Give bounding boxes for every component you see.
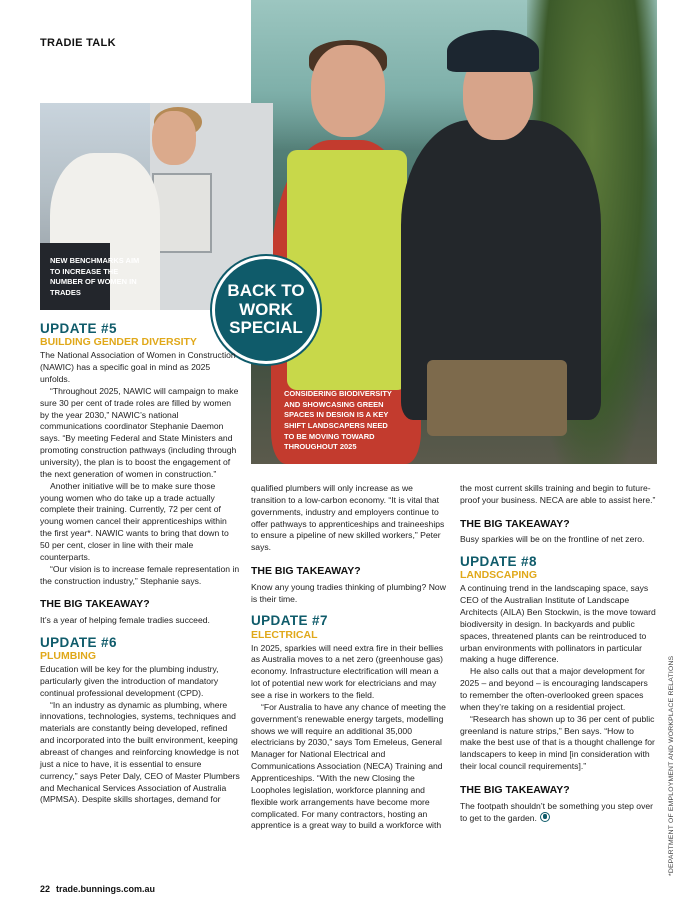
person-right-shorts	[427, 360, 567, 436]
update-5-paragraph: Another initiative will be to make sure those young women who do take up a trade actually complete their training. Currently, 72 per cent of young women cancel their apprenticeships within the first year*. NAWIC wants to bring that down to 50 per cent, closer in line with their male counterparts.	[40, 480, 229, 562]
update-6-takeaway-title: THE BIG TAKEAWAY?	[251, 565, 361, 578]
update-8-title: UPDATE #8	[460, 554, 537, 570]
update-7-takeaway: Busy sparkies will be on the frontline of net zero.	[460, 534, 645, 545]
update-5-takeaway-title: THE BIG TAKEAWAY?	[40, 598, 150, 611]
electrical-unit	[152, 173, 212, 253]
update-5-paragraph: The National Association of Women in Construction (NAWIC) has a specific goal in mind as 2025 unfolds.	[40, 350, 236, 384]
column-1	[40, 322, 240, 806]
hi-vis-vest	[287, 150, 407, 390]
person-left-head	[311, 45, 385, 137]
footer-url[interactable]: trade.bunnings.com.au	[56, 884, 156, 894]
update-7-paragraph: In 2025, sparkies will need extra fire in their bellies as Australia moves to a net zero (greenhouse gas) economy. Infrastructure electrification will mean a lot of potential new work for electricians and may see a rise in workers to the field.	[251, 642, 444, 701]
update-5-takeaway: It’s a year of helping female tradies succeed.	[40, 614, 210, 625]
update-6-title: UPDATE #6	[40, 634, 117, 650]
badge-line-1: BACK TO	[227, 280, 305, 300]
update-7-takeaway-title: THE BIG TAKEAWAY?	[460, 517, 570, 530]
globe-icon	[540, 812, 550, 822]
update-5-paragraph: “Our vision is to increase female representation in the construction industry,” Stephanie says.	[40, 563, 240, 586]
page-number: 22	[40, 884, 51, 894]
update-7-paragraph: the most current skills training and begin to future-proof your business. NECA are able to assist here.”	[460, 483, 656, 505]
footnote-source: *DEPARTMENT OF EMPLOYMENT AND WORKPLACE RELATIONS	[668, 655, 675, 876]
update-8-paragraph: He also calls out that a major development for 2025 – and beyond – is encouraging landscapers to remember the often-overlooked green spaces when they’re taking on a residential project.	[460, 666, 648, 712]
update-5-paragraph: “Throughout 2025, NAWIC will campaign to make sure 30 per cent of trade roles are filled by women by the year 2030,” NAWIC’s national communications coordinator Stephanie Daemon says. “By meeting Federal and State Ministers and promoting construction pathways (including through university), the plan is to boost the engagement of the next generation of women in construction.”	[40, 385, 239, 479]
woman-head	[152, 111, 196, 165]
update-6-paragraph: “In an industry as dynamic as plumbing, where innovations, technologies, systems, techniques and materials are constantly being developed, refined and incorporated into the built environment, keeping abreast of changes and reinforcing knowledge is not just a nice to have, it is essential to ensure currency,” says Peter Daly, CEO of Master Plumbers and Mechanical Services Association of Australia (MPMSA). Despite skills shortages, demand for	[40, 699, 240, 805]
small-photo-caption: NEW BENCHMARKS AIM TO INCREASE THE NUMBER OF WOMEN IN TRADES	[50, 256, 140, 297]
update-7-paragraph: “For Australia to have any chance of meeting the government’s renewable energy targets, modelling shows we will require an additional 35,000 electricians by 2030,” says Tom Emeleus, General Manager for National Electrical and Communications Association (NECA) Training and Apprenticeships. “With the new Closing the Loopholes legislation, workforce planning and flexible work arrangements have become more complicated. For many contractors, hosting an apprentice is a great way to build a workforce with	[251, 701, 446, 831]
update-8-takeaway-title: THE BIG TAKEAWAY?	[460, 784, 570, 797]
update-7-subtitle: ELECTRICAL	[251, 628, 318, 641]
section-label: TRADIE TALK	[40, 37, 116, 49]
update-6-paragraph: Education will be key for the plumbing industry, particularly given the introduction of mandatory continual professional development (CPD).	[40, 664, 219, 698]
big-photo-caption: CONSIDERING BIODIVERSITY AND SHOWCASING GREEN SPACES IN DESIGN IS A KEY SHIFT LANDSCAPERS NEED TO BE MOVING TOWARD THROUGHOUT 2025	[284, 389, 392, 452]
update-7-title: UPDATE #7	[251, 613, 328, 629]
update-8-takeaway-wrap	[460, 801, 657, 826]
update-8-subtitle: LANDSCAPING	[460, 569, 538, 582]
update-5-title: UPDATE #5	[40, 321, 117, 336]
badge-line-3: SPECIAL	[229, 318, 303, 338]
update-5-subtitle: BUILDING GENDER DIVERSITY	[40, 336, 197, 349]
update-6-subtitle: PLUMBING	[40, 649, 96, 662]
column-2	[251, 483, 447, 832]
badge-line-2: WORK	[239, 299, 293, 319]
update-6-paragraph: qualified plumbers will only increase as we transition to a low-carbon economy. “It is vital that governments, industry and employers continue to offer pathways to apprenticeships and traineeships to ensure a pipeline of new skilled workers,” Peter says.	[251, 483, 445, 553]
update-8-takeaway: The footpath shouldn’t be something you step over to get to the garden.	[460, 800, 654, 824]
page-footer	[40, 884, 155, 894]
update-8-paragraph: “Research has shown up to 36 per cent of public greenland is nature strips,” Ben says. “How to make the best use of that is a thought challenge for landscapers to keep in mind [in consideration with their local council requirements].”	[460, 713, 655, 772]
update-6-takeaway: Know any young tradies thinking of plumbing? Now is their time.	[251, 581, 446, 604]
person-right-cap	[447, 30, 539, 72]
column-3	[460, 483, 657, 825]
update-8-paragraph: A continuing trend in the landscaping space, says CEO of the Australian Institute of Landscape Architects (AILA) Ben Stockwin, is the move toward biodiversity in design. In backyards and public spaces, threatened plants can be reintroduced to urban environments with pollinators in particular making a huge difference.	[460, 583, 656, 665]
